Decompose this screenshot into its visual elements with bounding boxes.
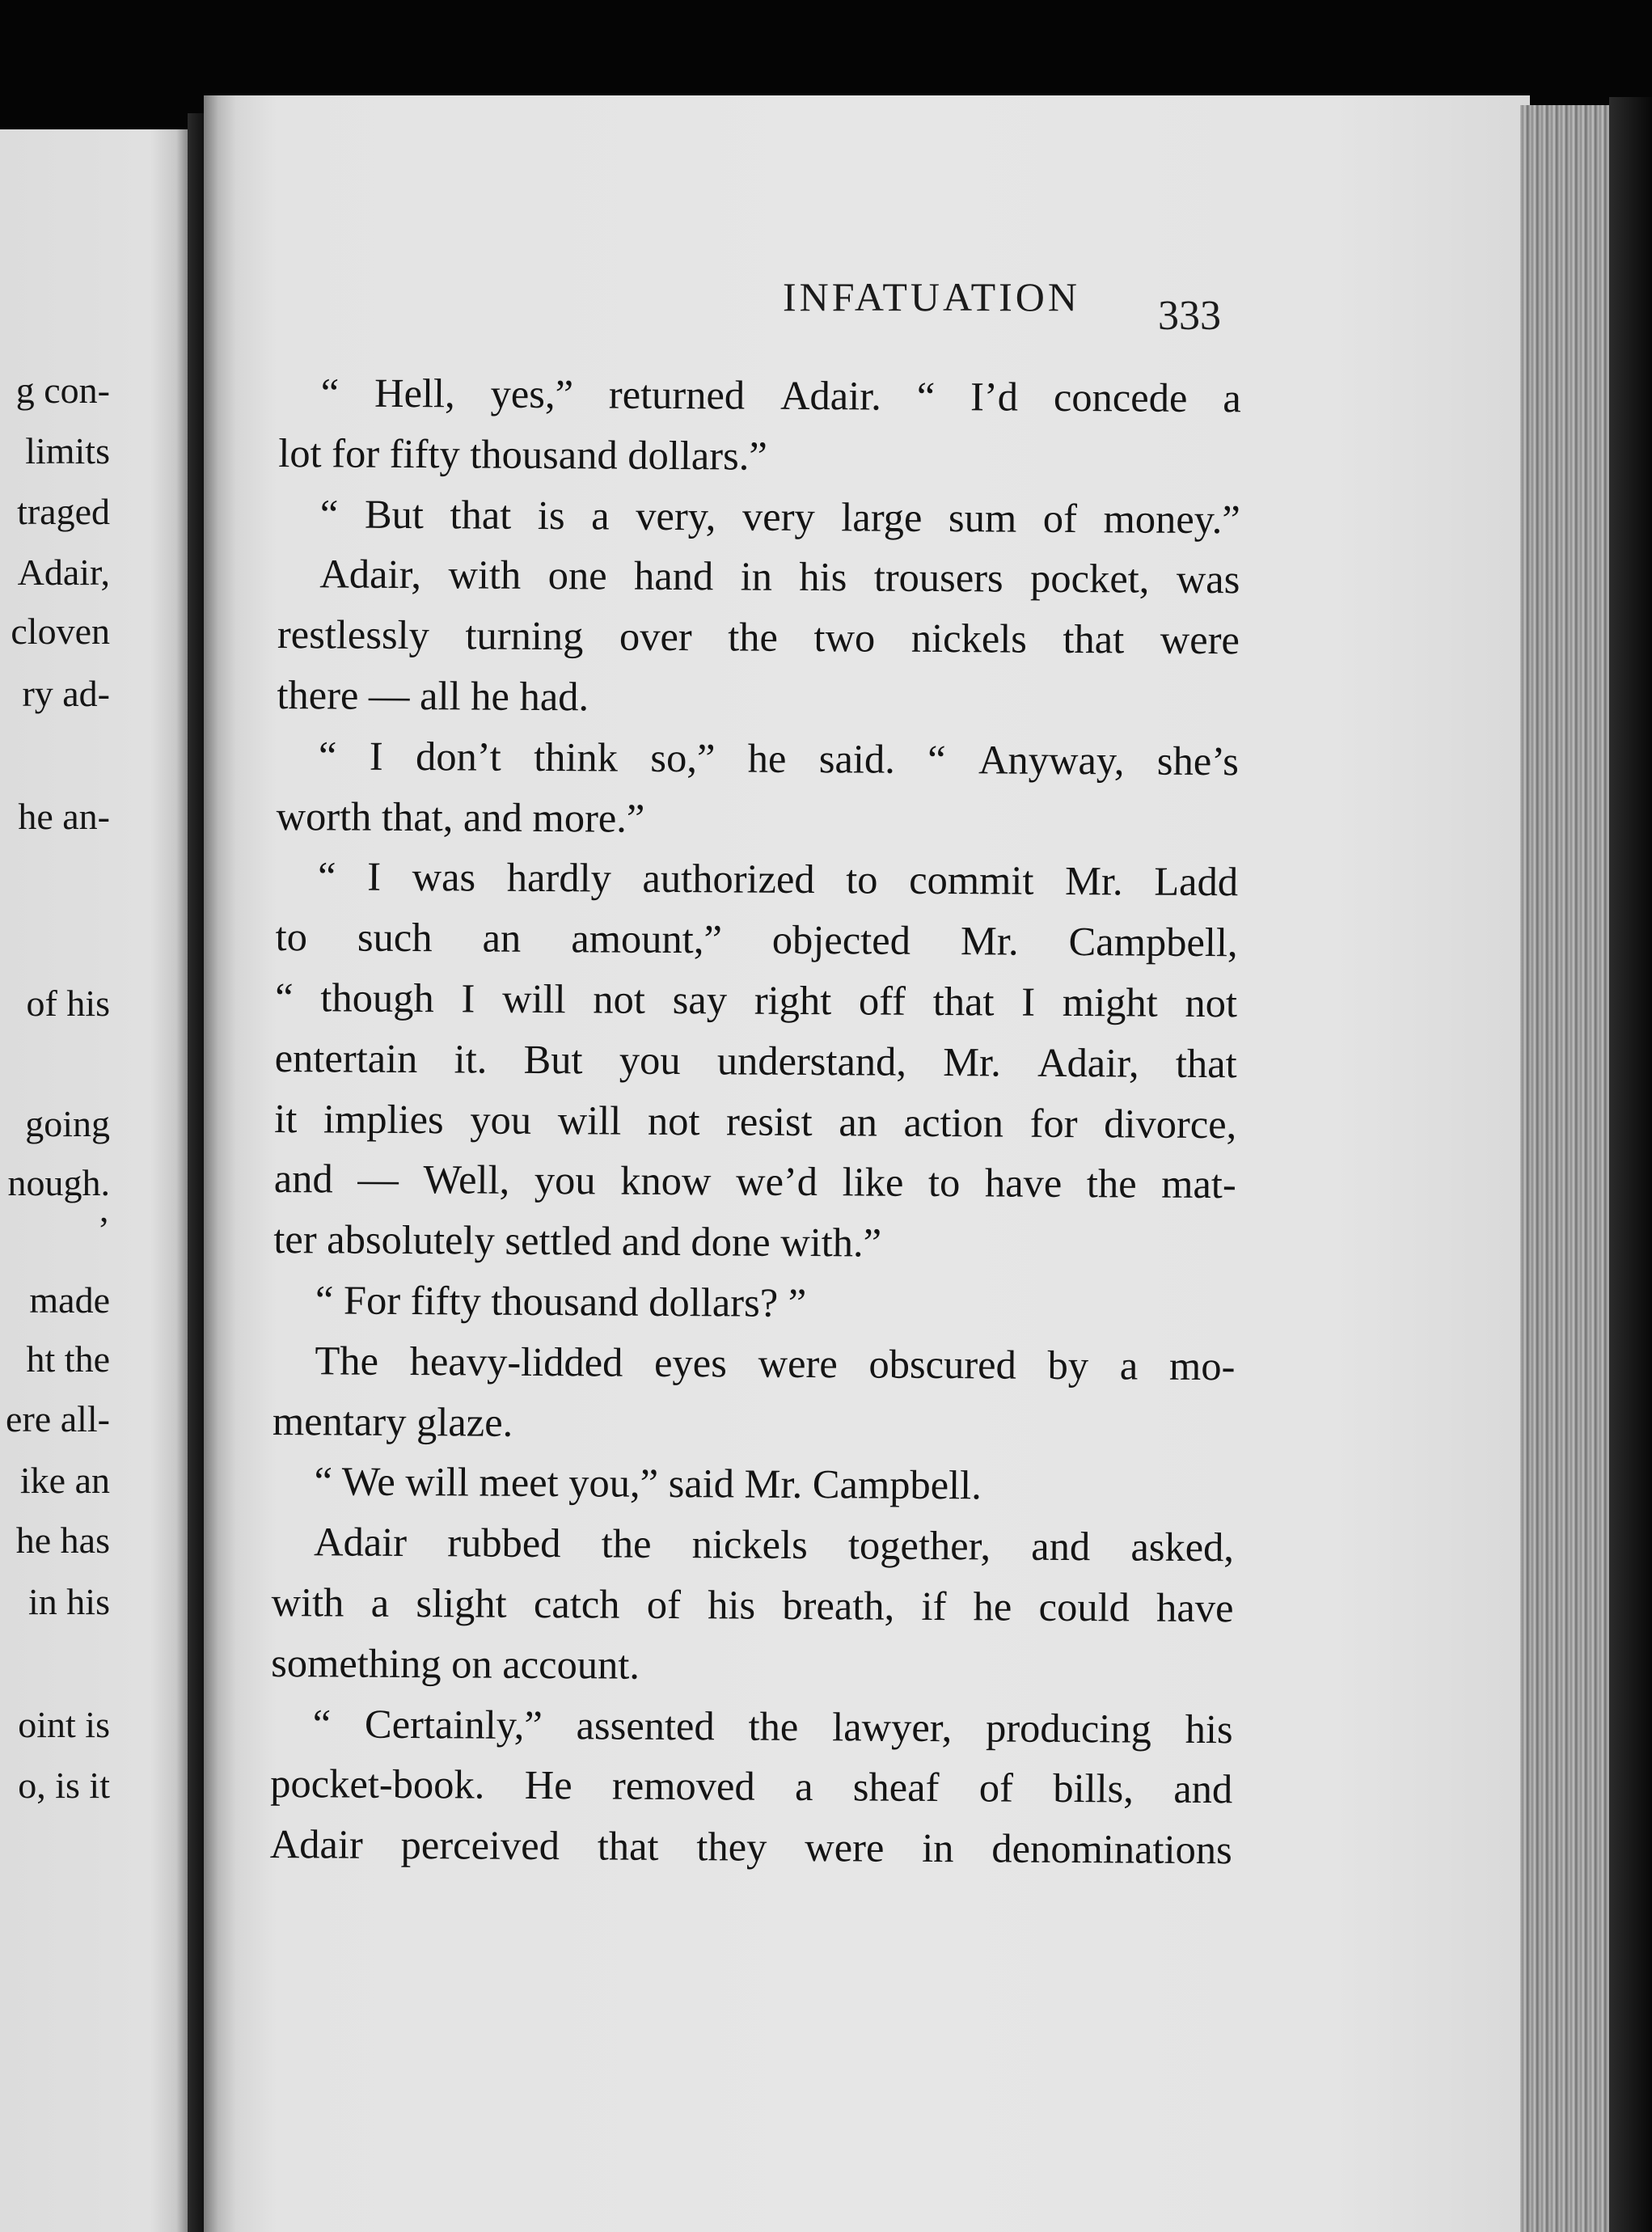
- word: don’t: [415, 733, 501, 780]
- word: restlessly: [277, 611, 430, 658]
- word: it: [274, 1095, 298, 1141]
- word: that: [1175, 1040, 1237, 1087]
- left-page-line: in his: [28, 1581, 110, 1622]
- text-line: “ For fifty thousand dollars? ”: [315, 1277, 807, 1326]
- word: trousers: [873, 554, 1003, 601]
- word: that: [597, 1823, 659, 1870]
- word: that: [932, 978, 995, 1025]
- word: turning: [465, 612, 584, 659]
- page-edge-stack: [1520, 105, 1617, 2232]
- word: an: [482, 915, 522, 962]
- word: one: [547, 552, 607, 598]
- word: said.: [818, 735, 895, 782]
- text-line: [277, 604, 1240, 670]
- word: was: [412, 854, 476, 900]
- word: Ladd: [1154, 859, 1239, 905]
- word: nickels: [911, 615, 1028, 662]
- left-page-line: going: [25, 1103, 110, 1144]
- word: “: [320, 370, 340, 416]
- word: Adair: [313, 1519, 408, 1566]
- word: that: [1063, 616, 1125, 662]
- word: together,: [847, 1522, 991, 1569]
- text-line: “ We will meet you,” said Mr. Campbell.: [314, 1458, 982, 1508]
- word: they: [696, 1824, 767, 1870]
- word: a: [370, 1579, 390, 1625]
- word: mat-: [1161, 1161, 1236, 1207]
- word: might: [1062, 979, 1158, 1025]
- word: bills,: [1053, 1765, 1134, 1811]
- word: hand: [633, 553, 714, 599]
- text-line: there — all he had.: [277, 671, 589, 720]
- word: know: [620, 1157, 712, 1204]
- word: assented: [576, 1701, 715, 1748]
- word: of: [978, 1765, 1014, 1811]
- word: not: [1185, 979, 1238, 1026]
- word: implies: [323, 1095, 444, 1142]
- word: Certainly,”: [364, 1701, 543, 1748]
- word: we’d: [735, 1158, 818, 1205]
- word: resist: [725, 1097, 813, 1144]
- text-line: [270, 1753, 1232, 1819]
- word: a: [794, 1764, 813, 1810]
- word: to: [846, 856, 878, 903]
- word: with: [448, 552, 522, 598]
- word: were: [758, 1340, 838, 1387]
- word: will: [557, 1097, 622, 1143]
- running-head: INFATUATION: [782, 274, 1081, 319]
- left-page-line: he an-: [18, 796, 110, 837]
- word: Mr.: [1064, 858, 1123, 904]
- word: pocket-book.: [270, 1761, 485, 1807]
- left-page-line: Adair,: [17, 552, 110, 593]
- left-page-line: g con-: [15, 370, 110, 411]
- word: like: [842, 1159, 904, 1206]
- word: you: [470, 1097, 532, 1143]
- left-page-line: oint is: [18, 1704, 110, 1745]
- word: Mr.: [943, 1038, 1001, 1085]
- word: “: [319, 490, 339, 537]
- word: will: [501, 975, 566, 1022]
- left-page-line: cloven: [11, 611, 110, 652]
- word: his: [799, 554, 847, 600]
- word: not: [647, 1097, 700, 1143]
- word: “: [317, 853, 336, 899]
- word: “: [916, 373, 936, 419]
- left-page-line: he has: [15, 1520, 110, 1561]
- word: say: [672, 976, 728, 1023]
- word: authorized: [642, 856, 815, 903]
- word: Adair,: [1037, 1039, 1139, 1086]
- word: denominations: [991, 1825, 1232, 1873]
- word: and: [1031, 1523, 1091, 1570]
- word: understand,: [716, 1038, 907, 1084]
- text-line: [275, 907, 1237, 972]
- left-page-line: limits: [25, 430, 110, 471]
- word: nickels: [691, 1521, 808, 1568]
- word: the: [601, 1520, 652, 1567]
- word: a: [1119, 1342, 1139, 1389]
- word: the: [748, 1703, 799, 1749]
- word: have: [984, 1160, 1063, 1207]
- word: sum: [948, 494, 1017, 541]
- word: “: [927, 736, 946, 782]
- word: obscured: [868, 1341, 1016, 1388]
- word: of: [1042, 495, 1078, 541]
- word: Adair.: [780, 372, 882, 419]
- text-line: [278, 484, 1240, 549]
- word: very,: [636, 492, 716, 539]
- text-line: [277, 543, 1240, 609]
- word: over: [619, 613, 692, 660]
- word: He: [524, 1762, 572, 1808]
- word: if: [921, 1583, 947, 1630]
- text-line: [273, 1330, 1235, 1396]
- word: large: [841, 493, 923, 540]
- word: perceived: [400, 1822, 560, 1869]
- word: asked,: [1130, 1524, 1235, 1570]
- word: —: [357, 1156, 399, 1203]
- word: action: [903, 1099, 1004, 1146]
- text-line: [276, 846, 1238, 911]
- text-line: [277, 725, 1239, 791]
- word: an: [839, 1098, 878, 1145]
- left-page-line: o, is it: [18, 1765, 110, 1806]
- text-line: lot for fifty thousand dollars.”: [278, 429, 767, 479]
- word: have: [1156, 1584, 1234, 1631]
- word: yes,”: [490, 370, 574, 417]
- text-line: worth that, and more.”: [276, 793, 645, 841]
- word: of: [646, 1581, 682, 1628]
- word: I: [369, 733, 383, 779]
- word: she’s: [1156, 738, 1240, 784]
- word: rubbed: [447, 1520, 561, 1566]
- word: you: [534, 1157, 596, 1203]
- word: it.: [454, 1036, 488, 1082]
- word: Adair: [269, 1821, 363, 1867]
- word: could: [1038, 1583, 1130, 1630]
- word: very: [741, 493, 815, 539]
- word: money.”: [1103, 495, 1240, 542]
- text-line: [274, 1089, 1236, 1154]
- word: producing: [985, 1704, 1151, 1752]
- word: right: [754, 977, 832, 1024]
- word: slight: [416, 1580, 507, 1626]
- word: I: [461, 975, 475, 1021]
- scan-background-edge: [1609, 97, 1652, 2232]
- left-page-line: ht the: [26, 1338, 110, 1380]
- word: the: [728, 614, 779, 660]
- word: mo-: [1168, 1342, 1236, 1389]
- word: lawyer,: [832, 1703, 953, 1750]
- word: objected: [771, 916, 911, 963]
- left-page-line: ’: [97, 1209, 110, 1250]
- word: and: [273, 1156, 333, 1202]
- word: I: [367, 854, 382, 900]
- word: not: [593, 976, 646, 1022]
- word: his: [708, 1582, 756, 1628]
- word: But: [364, 491, 425, 537]
- text-line: [275, 967, 1237, 1033]
- word: a: [591, 492, 610, 539]
- text-line: [272, 1511, 1234, 1577]
- word: he: [747, 735, 787, 781]
- word: concede: [1053, 374, 1188, 421]
- text-line: something on account.: [271, 1639, 640, 1688]
- left-page-fragment: [0, 129, 188, 2232]
- text-line: [270, 1693, 1232, 1759]
- word: such: [357, 914, 433, 961]
- word: were: [805, 1824, 885, 1871]
- left-page-line: made: [29, 1279, 110, 1321]
- word: so,”: [650, 734, 716, 781]
- word: Well,: [423, 1156, 510, 1203]
- text-line: [271, 1572, 1233, 1638]
- word: and: [1173, 1766, 1233, 1812]
- left-page-line: of his: [26, 983, 110, 1024]
- text-line: [274, 1148, 1236, 1214]
- word: a: [1223, 375, 1241, 421]
- word: off: [858, 978, 906, 1024]
- word: “: [318, 733, 337, 779]
- word: catch: [533, 1580, 620, 1627]
- word: his: [1185, 1706, 1233, 1752]
- text-line: ter absolutely settled and done with.”: [273, 1216, 882, 1266]
- left-page-line: nough.: [7, 1162, 110, 1203]
- word: commit: [908, 857, 1034, 904]
- word: by: [1047, 1342, 1089, 1388]
- word: Anyway,: [978, 737, 1125, 784]
- word: he: [973, 1583, 1012, 1630]
- left-page-line: ere all-: [6, 1398, 110, 1439]
- text-line: [270, 1814, 1232, 1879]
- word: hardly: [506, 855, 612, 901]
- word: you: [619, 1037, 681, 1083]
- word: Hell,: [374, 370, 455, 416]
- word: The: [315, 1338, 379, 1384]
- word: to: [927, 1160, 961, 1206]
- text-line: [279, 362, 1241, 428]
- word: pocket,: [1029, 556, 1150, 602]
- left-page-line: traged: [17, 491, 110, 532]
- word: returned: [608, 371, 746, 418]
- body-text: [269, 362, 1241, 1873]
- word: removed: [611, 1762, 755, 1810]
- word: breath,: [782, 1582, 895, 1629]
- word: amount,”: [571, 915, 723, 962]
- word: is: [537, 492, 565, 538]
- word: to: [275, 914, 308, 960]
- word: the: [1086, 1160, 1137, 1207]
- word: Adair,: [319, 551, 422, 598]
- word: I’d: [970, 374, 1019, 420]
- word: Mr.: [960, 918, 1019, 964]
- word: “: [312, 1700, 332, 1747]
- word: with: [271, 1579, 344, 1625]
- left-page-line: ike an: [19, 1460, 110, 1501]
- word: But: [523, 1036, 583, 1083]
- left-page-line: ry ad-: [22, 673, 110, 714]
- word: I: [1021, 979, 1036, 1025]
- word: two: [813, 615, 876, 661]
- word: sheaf: [852, 1764, 940, 1811]
- word: eyes: [653, 1339, 728, 1386]
- word: that: [450, 491, 512, 538]
- word: “: [275, 974, 294, 1021]
- word: divorce,: [1104, 1100, 1237, 1147]
- word: though: [320, 974, 434, 1021]
- word: heavy-lidded: [409, 1338, 623, 1385]
- word: Campbell,: [1068, 919, 1238, 966]
- text-line: [275, 1028, 1237, 1093]
- text-line: mentary glaze.: [272, 1397, 513, 1445]
- word: were: [1160, 616, 1240, 663]
- word: think: [534, 733, 619, 780]
- word: in: [922, 1825, 954, 1871]
- word: for: [1029, 1100, 1078, 1146]
- word: entertain: [274, 1034, 418, 1081]
- page-number: 333: [1158, 293, 1221, 339]
- word: in: [740, 553, 773, 600]
- right-page: [204, 95, 1530, 2232]
- word: was: [1176, 556, 1240, 602]
